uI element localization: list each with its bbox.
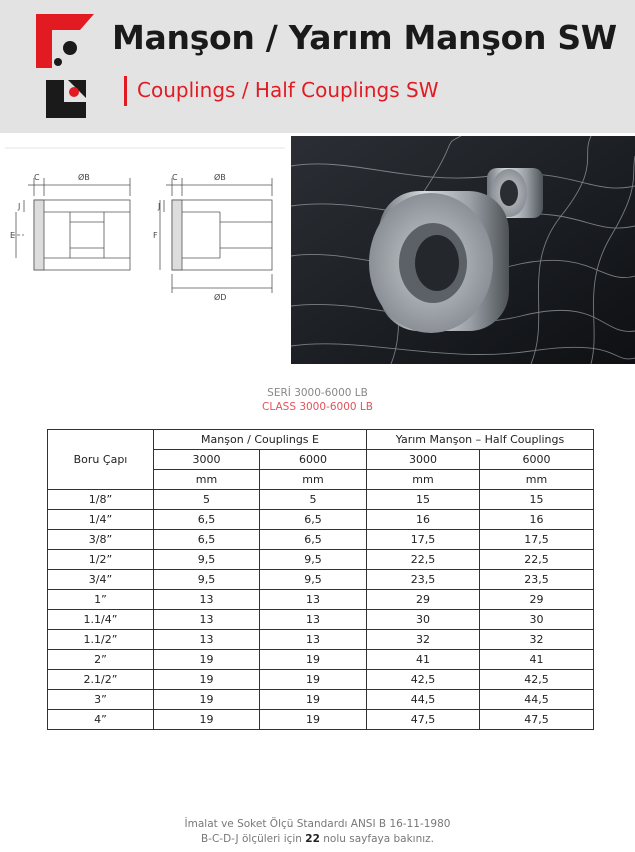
value-cell: 19 — [154, 650, 260, 670]
value-cell: 22,5 — [367, 550, 480, 570]
value-cell: 9,5 — [154, 550, 260, 570]
class-header: 6000 — [480, 450, 594, 470]
series-label-tr: SERİ 3000-6000 LB — [267, 387, 368, 399]
label-j-left: J — [18, 202, 21, 211]
coupling-drawing-left — [12, 178, 130, 270]
value-cell: 23,5 — [480, 570, 594, 590]
value-cell: 41 — [367, 650, 480, 670]
footer-page-number: 22 — [305, 833, 320, 845]
footer-reference-line — [0, 832, 635, 847]
table-row — [48, 610, 594, 630]
value-cell: 16 — [480, 510, 594, 530]
footer-reference-text: B-C-D-J ölçüleri için — [200, 833, 306, 845]
technical-drawing — [0, 138, 290, 363]
label-b-left: ØB — [78, 173, 90, 182]
class-header: 6000 — [260, 450, 367, 470]
value-cell: 29 — [480, 590, 594, 610]
dimensions-table — [47, 429, 594, 730]
value-cell: 22,5 — [480, 550, 594, 570]
pipe-size-header: Boru Çapı — [48, 430, 154, 490]
subtitle-accent-bar — [124, 76, 127, 106]
product-photo — [291, 136, 635, 364]
value-cell: 30 — [480, 610, 594, 630]
footer-note — [0, 817, 635, 847]
value-cell: 42,5 — [367, 670, 480, 690]
value-cell: 6,5 — [260, 530, 367, 550]
value-cell: 13 — [154, 610, 260, 630]
value-cell: 13 — [260, 610, 367, 630]
half-coupling-drawing-right — [160, 178, 272, 293]
value-cell: 23,5 — [367, 570, 480, 590]
value-cell: 42,5 — [480, 670, 594, 690]
pipe-size-cell: 1” — [48, 590, 154, 610]
value-cell: 13 — [154, 590, 260, 610]
table-row — [48, 630, 594, 650]
value-cell: 13 — [260, 590, 367, 610]
value-cell: 17,5 — [367, 530, 480, 550]
label-c-left: C — [34, 173, 40, 182]
unit-header: mm — [367, 470, 480, 490]
value-cell: 44,5 — [480, 690, 594, 710]
value-cell: 19 — [154, 690, 260, 710]
couplings-group-header: Manşon / Couplings E — [154, 430, 367, 450]
value-cell: 30 — [367, 610, 480, 630]
value-cell: 15 — [480, 490, 594, 510]
value-cell: 16 — [367, 510, 480, 530]
value-cell: 32 — [367, 630, 480, 650]
series-label-en: CLASS 3000-6000 LB — [262, 401, 373, 413]
value-cell: 32 — [480, 630, 594, 650]
pipe-size-cell: 2.1/2” — [48, 670, 154, 690]
pipe-size-cell: 4” — [48, 710, 154, 730]
table-row — [48, 670, 594, 690]
table-row — [48, 550, 594, 570]
value-cell: 47,5 — [480, 710, 594, 730]
label-f-right: F — [153, 231, 158, 240]
label-c-right: C — [172, 173, 178, 182]
value-cell: 44,5 — [367, 690, 480, 710]
value-cell: 19 — [260, 650, 367, 670]
class-header: 3000 — [154, 450, 260, 470]
value-cell: 5 — [260, 490, 367, 510]
table-row — [48, 530, 594, 550]
table-row — [48, 490, 594, 510]
pipe-size-cell: 2” — [48, 650, 154, 670]
value-cell: 5 — [154, 490, 260, 510]
value-cell: 9,5 — [260, 550, 367, 570]
footer-standard-line: İmalat ve Soket Ölçü Standardı ANSI B 16-11-1980 — [184, 818, 451, 830]
header-band — [0, 0, 635, 133]
class-header: 3000 — [367, 450, 480, 470]
value-cell: 9,5 — [260, 570, 367, 590]
label-b-right: ØB — [214, 173, 226, 182]
value-cell: 9,5 — [154, 570, 260, 590]
large-coupling-image — [369, 191, 509, 333]
value-cell: 29 — [367, 590, 480, 610]
table-row — [48, 510, 594, 530]
value-cell: 41 — [480, 650, 594, 670]
footer-reference-text-end: nolu sayfaya bakınız. — [319, 833, 435, 845]
value-cell: 19 — [260, 670, 367, 690]
pipe-size-cell: 1/4” — [48, 510, 154, 530]
table-header-row — [48, 430, 594, 450]
company-logo-icon — [30, 10, 102, 122]
page-subtitle: Couplings / Half Couplings SW — [137, 78, 439, 102]
pipe-size-cell: 1.1/4” — [48, 610, 154, 630]
value-cell: 19 — [260, 690, 367, 710]
value-cell: 6,5 — [154, 530, 260, 550]
unit-header: mm — [260, 470, 367, 490]
table-row — [48, 570, 594, 590]
value-cell: 15 — [367, 490, 480, 510]
value-cell: 19 — [260, 710, 367, 730]
unit-header: mm — [480, 470, 594, 490]
value-cell: 47,5 — [367, 710, 480, 730]
value-cell: 19 — [154, 710, 260, 730]
label-e-left: E — [10, 231, 16, 240]
half-couplings-group-header: Yarım Manşon – Half Couplings — [367, 430, 594, 450]
value-cell: 17,5 — [480, 530, 594, 550]
unit-header: mm — [154, 470, 260, 490]
pipe-size-cell: 3/4” — [48, 570, 154, 590]
value-cell: 13 — [154, 630, 260, 650]
label-j-right: J — [158, 202, 161, 211]
value-cell: 6,5 — [260, 510, 367, 530]
value-cell: 13 — [260, 630, 367, 650]
pipe-size-cell: 3/8” — [48, 530, 154, 550]
value-cell: 19 — [154, 670, 260, 690]
table-row — [48, 710, 594, 730]
table-row — [48, 590, 594, 610]
table-row — [48, 690, 594, 710]
table-row — [48, 650, 594, 670]
pipe-size-cell: 1/2” — [48, 550, 154, 570]
pipe-size-cell: 1/8” — [48, 490, 154, 510]
pressure-class-caption — [0, 386, 635, 414]
page-title: Manşon / Yarım Manşon SW — [112, 18, 617, 57]
value-cell: 6,5 — [154, 510, 260, 530]
pipe-size-cell: 1.1/2” — [48, 630, 154, 650]
pipe-size-cell: 3” — [48, 690, 154, 710]
label-d-right: ØD — [214, 293, 227, 302]
